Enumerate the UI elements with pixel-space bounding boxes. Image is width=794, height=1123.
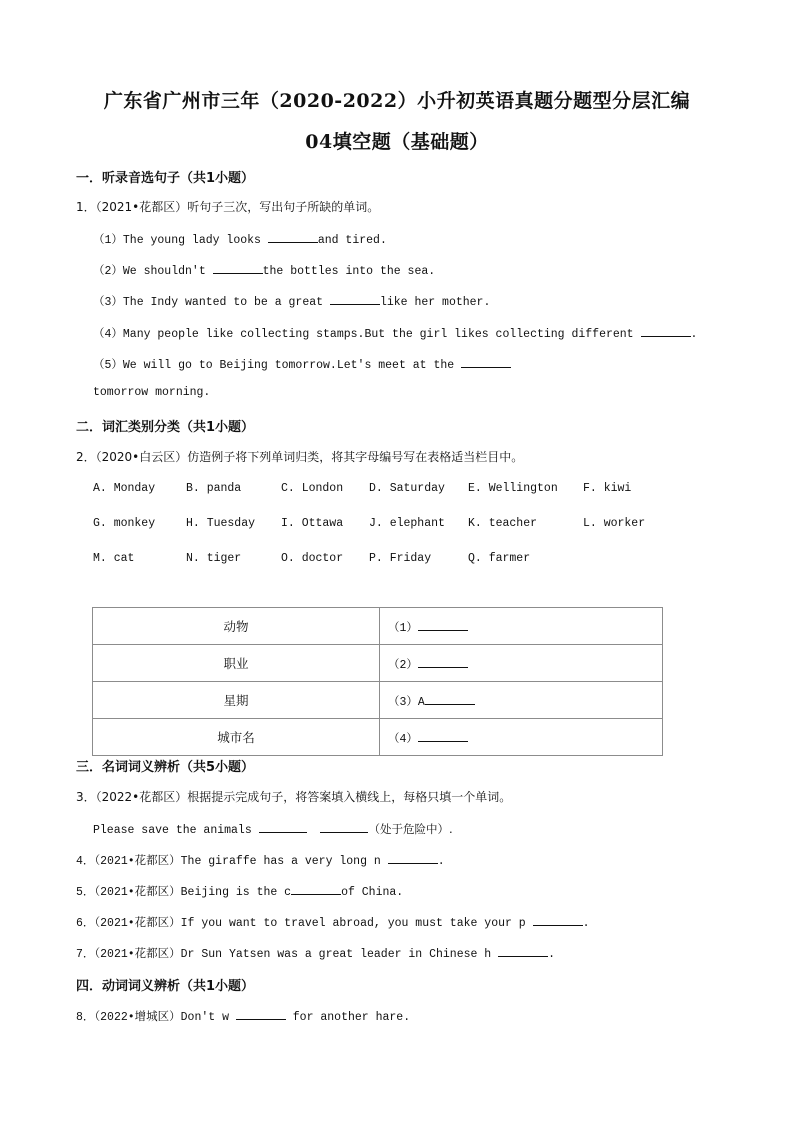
word-option: J. elephant <box>369 517 445 530</box>
word-option: I. Ottawa <box>281 517 344 530</box>
q1-item-3: （3）The Indy wanted to be a great like her mother. <box>93 292 490 309</box>
question-4: 4．（2021•花都区）The giraffe has a very long n . <box>76 851 445 868</box>
word-option: O. doctor <box>281 552 344 565</box>
section-heading-3: 三．名词词义辨析（共5小题） <box>76 760 255 775</box>
question-2-stem: 2．（2020•白云区）仿造例子将下列单词归类，将其字母编号写在表格适当栏目中。 <box>76 450 524 464</box>
question-5: 5．（2021•花都区）Beijing is the c of China. <box>76 882 403 899</box>
category-answer-cell: （1） <box>380 608 663 645</box>
category-answer-cell: （2） <box>380 645 663 682</box>
answer-blank[interactable] <box>291 882 341 895</box>
word-option: D. Saturday <box>369 482 445 495</box>
answer-blank[interactable] <box>330 292 380 305</box>
answer-blank[interactable] <box>498 944 548 957</box>
table-row <box>93 682 663 719</box>
answer-blank[interactable] <box>425 692 475 705</box>
word-option: A. Monday <box>93 482 156 495</box>
table-row <box>93 608 663 645</box>
q1-item-1: （1）The young lady looks and tired. <box>93 230 387 247</box>
word-option: G. monkey <box>93 517 156 530</box>
word-option: C. London <box>281 482 344 495</box>
answer-blank[interactable] <box>641 324 691 337</box>
question-6: 6．（2021•花都区）If you want to travel abroad, you must take your p . <box>76 913 590 930</box>
word-option: P. Friday <box>369 552 432 565</box>
document-title-line2: 04填空题（基础题） <box>305 131 489 153</box>
table-row <box>93 719 663 756</box>
q1-item-4: （4）Many people like collecting stamps.But the girl likes collecting different . <box>93 324 697 341</box>
answer-blank[interactable] <box>213 261 263 274</box>
section-heading-2: 二．词汇类别分类（共1小题） <box>76 420 255 435</box>
question-3-stem: 3．（2022•花都区）根据提示完成句子，将答案填入横线上，每格只填一个单词。 <box>76 790 512 804</box>
section-heading-4: 四．动词词义辨析（共1小题） <box>76 979 255 994</box>
q1-item-2: （2）We shouldn't the bottles into the sea. <box>93 261 435 278</box>
word-option: B. panda <box>186 482 242 495</box>
answer-blank[interactable] <box>418 729 468 742</box>
question-8: 8．（2022•增城区）Don't w for another hare. <box>76 1007 410 1024</box>
q3-sentence: Please save the animals （处于危险中）. <box>93 822 453 837</box>
word-option: F. kiwi <box>583 482 632 495</box>
q1-item-5-continued: tomorrow morning. <box>93 386 211 399</box>
word-option: N. tiger <box>186 552 242 565</box>
word-option: Q. farmer <box>468 552 531 565</box>
category-label: 城市名 <box>93 719 380 756</box>
answer-blank[interactable] <box>268 230 318 243</box>
word-option: L. worker <box>583 517 646 530</box>
answer-blank[interactable] <box>236 1007 286 1020</box>
answer-blank[interactable] <box>461 355 511 368</box>
category-label: 职业 <box>93 645 380 682</box>
category-label: 星期 <box>93 682 380 719</box>
answer-blank[interactable] <box>388 851 438 864</box>
answer-blank[interactable] <box>320 820 368 833</box>
word-option: M. cat <box>93 552 135 565</box>
answer-blank[interactable] <box>259 820 307 833</box>
question-1-stem: 1．（2021•花都区）听句子三次，写出句子所缺的单词。 <box>76 200 380 214</box>
section-heading-1: 一．听录音选句子（共1小题） <box>76 171 255 186</box>
category-answer-cell: （3）A <box>380 682 663 719</box>
word-option: K. teacher <box>468 517 538 530</box>
category-answer-cell: （4） <box>380 719 663 756</box>
q1-item-5: （5）We will go to Beijing tomorrow.Let's meet at the <box>93 355 511 372</box>
word-option: H. Tuesday <box>186 517 256 530</box>
answer-blank[interactable] <box>418 618 468 631</box>
word-option: E. Wellington <box>468 482 558 495</box>
document-title-line1: 广东省广州市三年（2020-2022）小升初英语真题分题型分层汇编 <box>103 90 691 112</box>
answer-blank[interactable] <box>418 655 468 668</box>
question-7: 7．（2021•花都区）Dr Sun Yatsen was a great leader in Chinese h . <box>76 944 555 961</box>
category-label: 动物 <box>93 608 380 645</box>
answer-blank[interactable] <box>533 913 583 926</box>
category-table <box>92 607 663 756</box>
table-row <box>93 645 663 682</box>
